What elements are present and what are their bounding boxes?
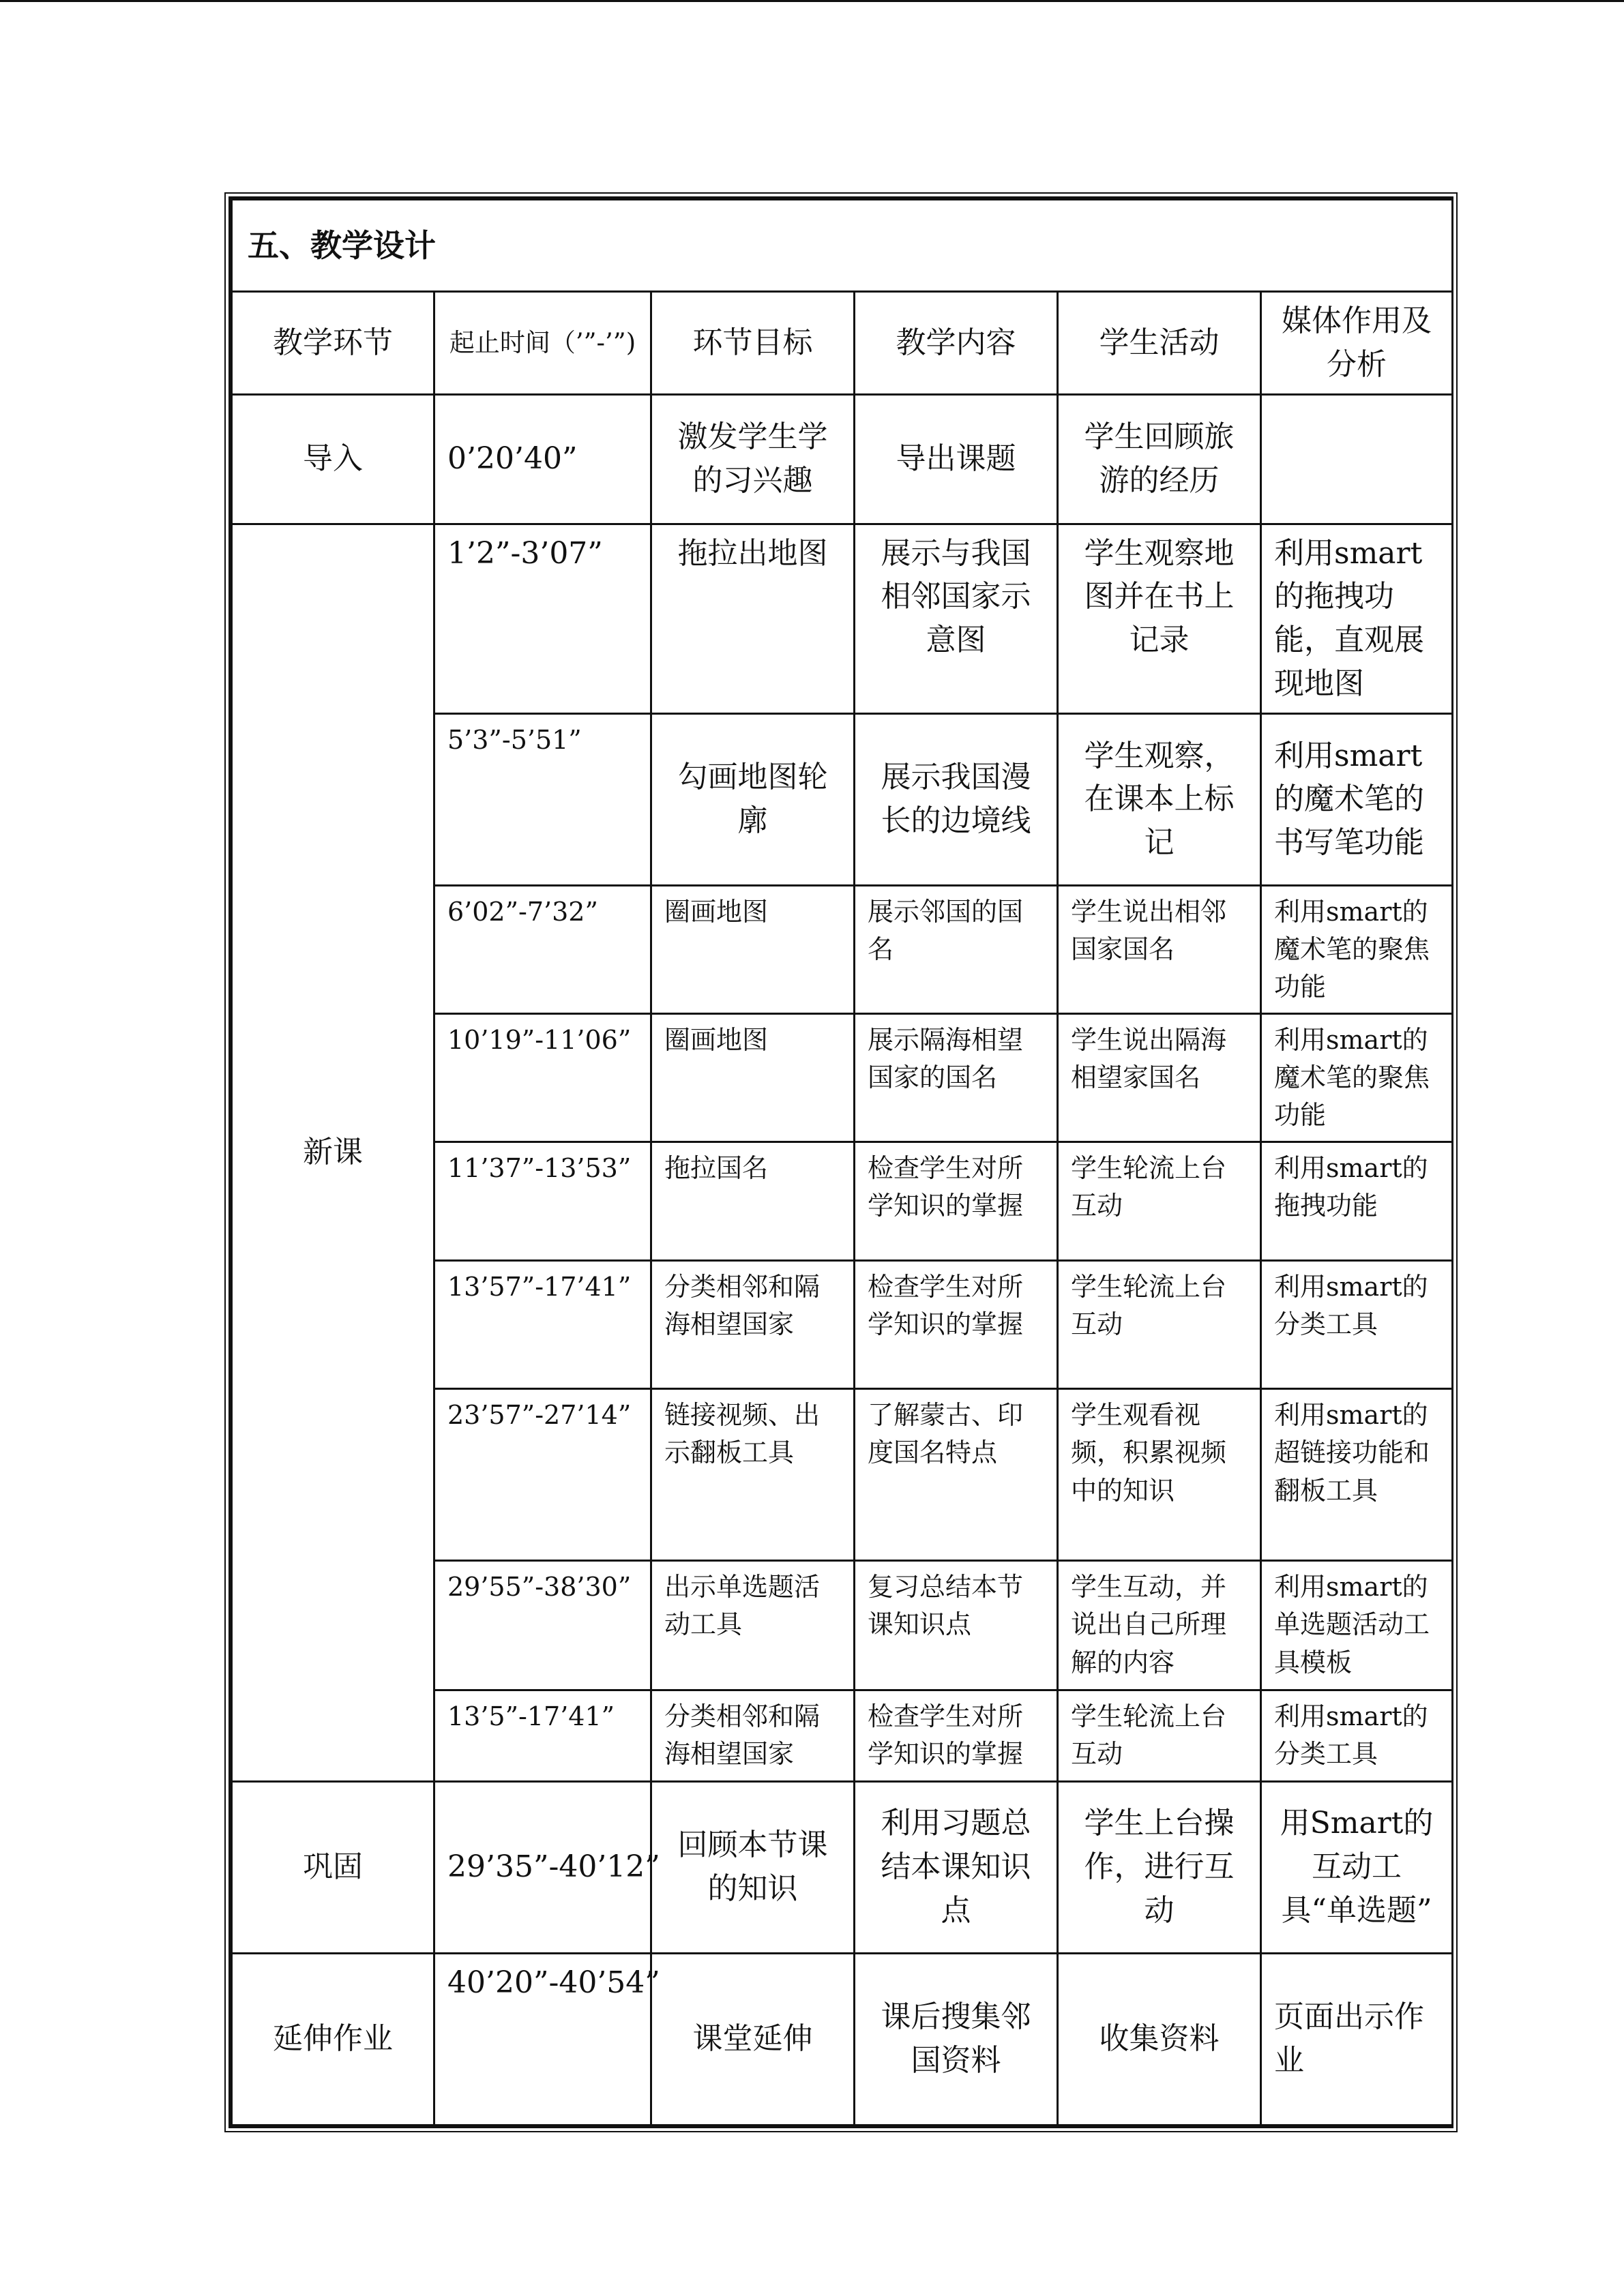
goal-cell: 链接视频、出示翻板工具 bbox=[651, 1389, 855, 1561]
goal-cell: 拖拉出地图 bbox=[651, 524, 855, 713]
teaching-design-table bbox=[231, 198, 1453, 2126]
time-cell: 23’57”-27’14” bbox=[434, 1389, 651, 1561]
content-cell: 展示隔海相望国家的国名 bbox=[855, 1014, 1058, 1142]
stage-extension: 延伸作业 bbox=[232, 1953, 434, 2125]
activity-cell: 学生互动，并说出自己所理解的内容 bbox=[1058, 1561, 1261, 1690]
media-cell: 用Smart的互动工具“单选题” bbox=[1261, 1781, 1453, 1953]
header-time: 起止时间（’”-’”) bbox=[434, 292, 651, 395]
content-cell: 复习总结本节课知识点 bbox=[855, 1561, 1058, 1690]
time-cell: 11’37”-13’53” bbox=[434, 1142, 651, 1261]
goal-cell: 回顾本节课的知识 bbox=[651, 1781, 855, 1953]
content-cell: 了解蒙古、印度国名特点 bbox=[855, 1389, 1058, 1561]
goal-cell: 圈画地图 bbox=[651, 885, 855, 1013]
teaching-design-table-frame bbox=[228, 196, 1453, 2128]
time-cell: 5’3”-5’51” bbox=[434, 713, 651, 885]
media-cell bbox=[1261, 394, 1453, 524]
header-media: 媒体作用及分析 bbox=[1261, 292, 1453, 395]
header-content: 教学内容 bbox=[855, 292, 1058, 395]
time-cell: 1’2”-3’07” bbox=[434, 524, 651, 713]
media-cell: 利用smart的拖拽功能，直观展现地图 bbox=[1261, 524, 1453, 713]
activity-cell: 学生观察地图并在书上记录 bbox=[1058, 524, 1261, 713]
content-cell: 检查学生对所学知识的掌握 bbox=[855, 1142, 1058, 1261]
media-cell: 利用smart的单选题活动工具模板 bbox=[1261, 1561, 1453, 1690]
time-cell: 6’02”-7’32” bbox=[434, 885, 651, 1013]
time-cell: 29’55”-38’30” bbox=[434, 1561, 651, 1690]
content-cell: 展示邻国的国名 bbox=[855, 885, 1058, 1013]
activity-cell: 学生回顾旅游的经历 bbox=[1058, 394, 1261, 524]
goal-cell: 勾画地图轮廓 bbox=[651, 713, 855, 885]
activity-cell: 学生观看视频，积累视频中的知识 bbox=[1058, 1389, 1261, 1561]
header-goal: 环节目标 bbox=[651, 292, 855, 395]
time-cell: 29’35”-40’12” bbox=[434, 1781, 651, 1953]
media-cell: 利用smart的魔术笔的聚焦功能 bbox=[1261, 1014, 1453, 1142]
goal-cell: 激发学生学的习兴趣 bbox=[651, 394, 855, 524]
page-top-border bbox=[0, 0, 1624, 2]
stage-consolidate: 巩固 bbox=[232, 1781, 434, 1953]
goal-cell: 出示单选题活动工具 bbox=[651, 1561, 855, 1690]
media-cell: 利用smart的分类工具 bbox=[1261, 1690, 1453, 1781]
table-row-consolidate bbox=[232, 1781, 1453, 1953]
activity-cell: 学生轮流上台互动 bbox=[1058, 1261, 1261, 1389]
section-title: 五、教学设计 bbox=[232, 200, 1453, 292]
media-cell: 利用smart的拖拽功能 bbox=[1261, 1142, 1453, 1261]
activity-cell: 学生上台操作，进行互动 bbox=[1058, 1781, 1261, 1953]
goal-cell: 课堂延伸 bbox=[651, 1953, 855, 2125]
goal-cell: 分类相邻和隔海相望国家 bbox=[651, 1690, 855, 1781]
table-row-intro bbox=[232, 394, 1453, 524]
content-cell: 导出课题 bbox=[855, 394, 1058, 524]
media-cell: 利用smart的分类工具 bbox=[1261, 1261, 1453, 1389]
header-stage: 教学环节 bbox=[232, 292, 434, 395]
table-row-extension bbox=[232, 1953, 1453, 2125]
time-cell: 10’19”-11’06” bbox=[434, 1014, 651, 1142]
content-cell: 课后搜集邻国资料 bbox=[855, 1953, 1058, 2125]
header-activity: 学生活动 bbox=[1058, 292, 1261, 395]
activity-cell: 学生轮流上台互动 bbox=[1058, 1142, 1261, 1261]
media-cell: 页面出示作业 bbox=[1261, 1953, 1453, 2125]
activity-cell: 收集资料 bbox=[1058, 1953, 1261, 2125]
time-cell: 0’20’40” bbox=[434, 394, 651, 524]
stage-intro: 导入 bbox=[232, 394, 434, 524]
media-cell: 利用smart的魔术笔的书写笔功能 bbox=[1261, 713, 1453, 885]
header-row bbox=[232, 292, 1453, 395]
goal-cell: 圈画地图 bbox=[651, 1014, 855, 1142]
table-row bbox=[232, 524, 1453, 713]
activity-cell: 学生观察，在课本上标记 bbox=[1058, 713, 1261, 885]
content-cell: 检查学生对所学知识的掌握 bbox=[855, 1261, 1058, 1389]
content-cell: 利用习题总结本课知识点 bbox=[855, 1781, 1058, 1953]
activity-cell: 学生说出相邻国家国名 bbox=[1058, 885, 1261, 1013]
stage-new-lesson: 新课 bbox=[232, 524, 434, 1781]
time-cell: 13’57”-17’41” bbox=[434, 1261, 651, 1389]
media-cell: 利用smart的魔术笔的聚焦功能 bbox=[1261, 885, 1453, 1013]
goal-cell: 分类相邻和隔海相望国家 bbox=[651, 1261, 855, 1389]
activity-cell: 学生轮流上台互动 bbox=[1058, 1690, 1261, 1781]
media-cell: 利用smart的超链接功能和翻板工具 bbox=[1261, 1389, 1453, 1561]
time-cell: 13’5”-17’41” bbox=[434, 1690, 651, 1781]
content-cell: 检查学生对所学知识的掌握 bbox=[855, 1690, 1058, 1781]
time-cell: 40’20”-40’54” bbox=[434, 1953, 651, 2125]
goal-cell: 拖拉国名 bbox=[651, 1142, 855, 1261]
content-cell: 展示与我国相邻国家示意图 bbox=[855, 524, 1058, 713]
content-cell: 展示我国漫长的边境线 bbox=[855, 713, 1058, 885]
activity-cell: 学生说出隔海相望家国名 bbox=[1058, 1014, 1261, 1142]
